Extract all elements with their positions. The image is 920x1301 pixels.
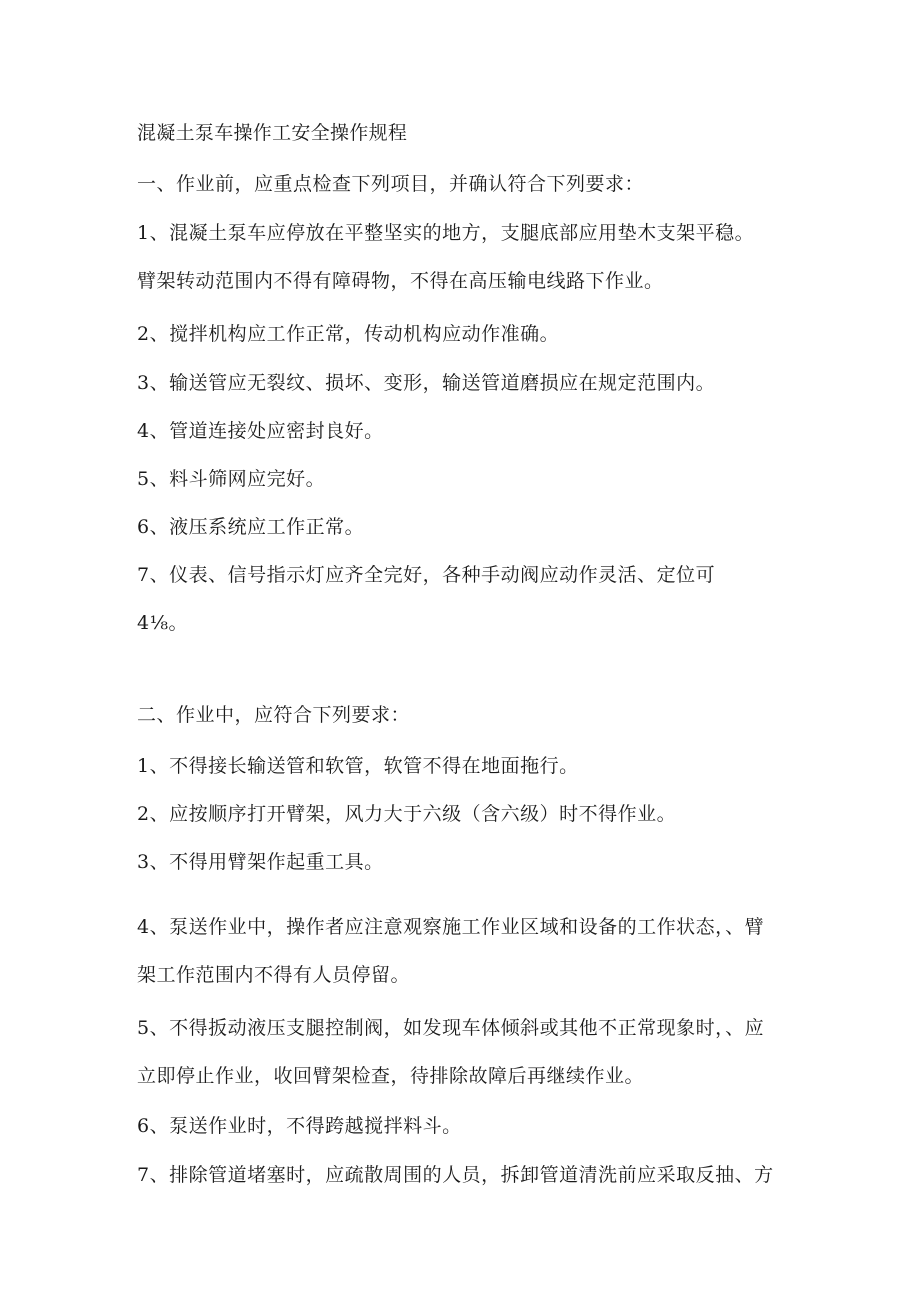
section2-item1: 1、不得接长输送管和软管，软管不得在地面拖行。	[137, 755, 579, 777]
section1-item3: 3、输送管应无裂纹、损坏、变形，输送管道磨损应在规定范围内。	[137, 372, 716, 394]
section2-item4-line1: 4、泵送作业中，操作者应注意观察施工作业区域和设备的工作状态，、臂	[137, 916, 765, 938]
section1-item7-line1: 7、仪表、信号指示灯应齐全完好，各种手动阀应动作灵活、定位可	[137, 564, 716, 586]
section1-item4: 4、管道连接处应密封良好。	[137, 420, 384, 442]
section1-item7-line2: 4⅛。	[137, 612, 189, 634]
section1-heading: 一、作业前，应重点检查下列项目，并确认符合下列要求：	[137, 173, 645, 195]
section2-item2: 2、应按顺序打开臂架，风力大于六级（含六级）时不得作业。	[137, 803, 677, 825]
section1-item1-line2: 臂架转动范围内不得有障碍物，不得在高压输电线路下作业。	[137, 270, 664, 292]
section2-heading: 二、作业中，应符合下列要求：	[137, 704, 411, 726]
section2-item6: 6、泵送作业时，不得跨越搅拌料斗。	[137, 1115, 462, 1137]
section2-item5-line2: 立即停止作业，收回臂架检查，待排除故障后再继续作业。	[137, 1065, 645, 1087]
document-title: 混凝土泵车操作工安全操作规程	[137, 122, 408, 144]
section2-item3: 3、不得用臂架作起重工具。	[137, 851, 384, 873]
section1-item6: 6、液压系统应工作正常。	[137, 516, 365, 538]
section2-item5-line1: 5、不得扳动液压支腿控制阀，如发现车体倾斜或其他不正常现象时，、应	[137, 1017, 765, 1039]
section1-item2: 2、搅拌机构应工作正常，传动机构应动作准确。	[137, 323, 560, 345]
section1-item1-line1: 1、混凝土泵车应停放在平整坚实的地方，支腿底部应用垫木支架平稳。	[137, 222, 755, 244]
section2-item4-line2: 架工作范围内不得有人员停留。	[137, 964, 411, 986]
section2-item7-line1: 7、排除管道堵塞时，应疏散周围的人员，拆卸管道清洗前应采取反抽、方	[137, 1164, 774, 1186]
section1-item5: 5、料斗筛网应完好。	[137, 468, 326, 490]
